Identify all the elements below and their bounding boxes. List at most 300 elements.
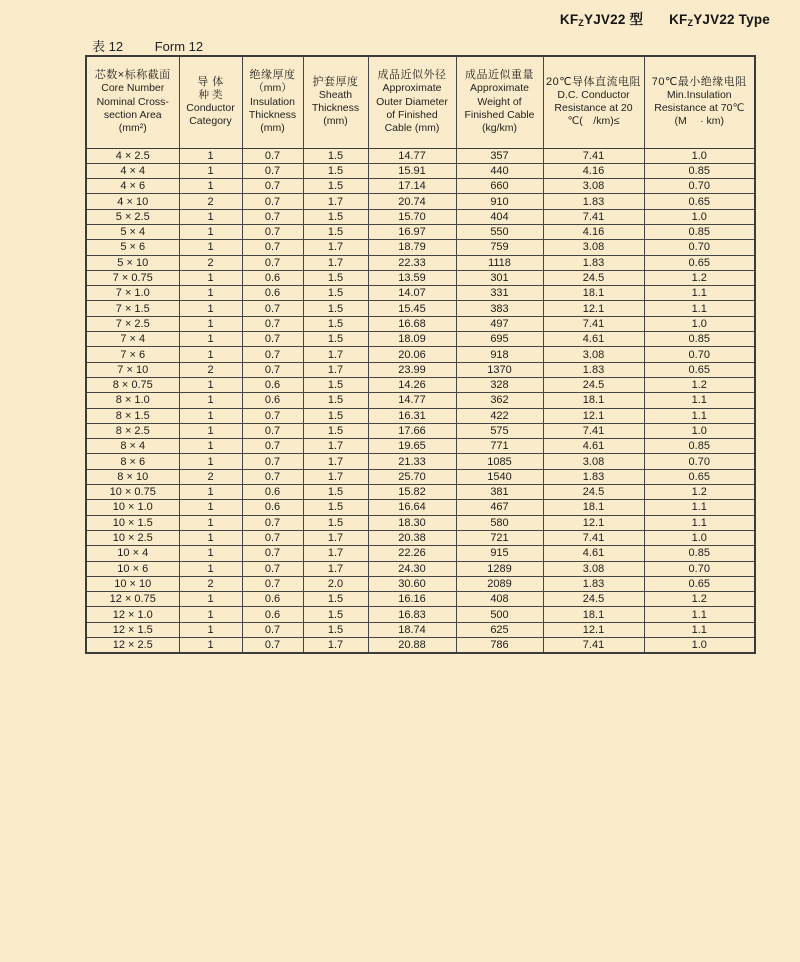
cell: 1.5 bbox=[303, 607, 368, 622]
cell: 1 bbox=[179, 638, 242, 653]
column-header-line: Approximate bbox=[382, 82, 442, 95]
cell: 0.70 bbox=[644, 347, 755, 362]
cell: 918 bbox=[456, 347, 543, 362]
cell: 16.31 bbox=[368, 408, 456, 423]
cell: 0.6 bbox=[242, 270, 303, 285]
cell: 1.1 bbox=[644, 408, 755, 423]
cell: 18.1 bbox=[543, 286, 644, 301]
cell: 0.70 bbox=[644, 179, 755, 194]
cell: 7 × 1.5 bbox=[86, 301, 179, 316]
cell: 1.0 bbox=[644, 423, 755, 438]
cell: 0.7 bbox=[242, 301, 303, 316]
cell: 1 bbox=[179, 270, 242, 285]
cell: 660 bbox=[456, 179, 543, 194]
table-row bbox=[86, 163, 755, 178]
cell: 1.1 bbox=[644, 500, 755, 515]
cell: 1.1 bbox=[644, 515, 755, 530]
cell: 771 bbox=[456, 439, 543, 454]
table-row bbox=[86, 500, 755, 515]
cell: 3.08 bbox=[543, 347, 644, 362]
cell: 580 bbox=[456, 515, 543, 530]
cell: 1.2 bbox=[644, 485, 755, 500]
table-row bbox=[86, 561, 755, 576]
cell: 1.0 bbox=[644, 148, 755, 163]
cell: 0.7 bbox=[242, 546, 303, 561]
cell: 1 bbox=[179, 408, 242, 423]
cell: 8 × 4 bbox=[86, 439, 179, 454]
cell: 7.41 bbox=[543, 209, 644, 224]
table-row bbox=[86, 148, 755, 163]
spec-table bbox=[85, 55, 756, 654]
cell: 24.5 bbox=[543, 377, 644, 392]
cell: 12.1 bbox=[543, 622, 644, 637]
cell: 1.5 bbox=[303, 316, 368, 331]
cell: 500 bbox=[456, 607, 543, 622]
cell: 1.2 bbox=[644, 270, 755, 285]
cell: 0.7 bbox=[242, 209, 303, 224]
table-row bbox=[86, 439, 755, 454]
cell: 8 × 1.0 bbox=[86, 393, 179, 408]
table-row bbox=[86, 286, 755, 301]
cell: 4.61 bbox=[543, 332, 644, 347]
column-header-line: Thickness bbox=[311, 102, 360, 115]
cell: 4 × 2.5 bbox=[86, 148, 179, 163]
cell: 7.41 bbox=[543, 148, 644, 163]
cell: 8 × 2.5 bbox=[86, 423, 179, 438]
table-row bbox=[86, 362, 755, 377]
cell: 5 × 6 bbox=[86, 240, 179, 255]
cell: 0.7 bbox=[242, 224, 303, 239]
cell: 1085 bbox=[456, 454, 543, 469]
cell: 18.1 bbox=[543, 393, 644, 408]
cell: 18.79 bbox=[368, 240, 456, 255]
cell: 18.09 bbox=[368, 332, 456, 347]
cell: 4 × 6 bbox=[86, 179, 179, 194]
cell: 16.16 bbox=[368, 592, 456, 607]
cell: 1.5 bbox=[303, 485, 368, 500]
table-row bbox=[86, 270, 755, 285]
table-row bbox=[86, 638, 755, 653]
cell: 1.7 bbox=[303, 469, 368, 484]
table-row bbox=[86, 377, 755, 392]
cell: 0.7 bbox=[242, 515, 303, 530]
table-row bbox=[86, 316, 755, 331]
cell: 0.7 bbox=[242, 148, 303, 163]
cell: 0.6 bbox=[242, 500, 303, 515]
cell: 4 × 10 bbox=[86, 194, 179, 209]
cell: 3.08 bbox=[543, 240, 644, 255]
table-row bbox=[86, 592, 755, 607]
cell: 7 × 4 bbox=[86, 332, 179, 347]
cell: 0.7 bbox=[242, 316, 303, 331]
cell: 1.1 bbox=[644, 286, 755, 301]
cell: 910 bbox=[456, 194, 543, 209]
cell: 2 bbox=[179, 194, 242, 209]
cell: 1.7 bbox=[303, 546, 368, 561]
column-header-6 bbox=[543, 56, 644, 148]
cell: 1.5 bbox=[303, 148, 368, 163]
cell: 0.6 bbox=[242, 607, 303, 622]
cell: 7 × 2.5 bbox=[86, 316, 179, 331]
cell: 0.7 bbox=[242, 240, 303, 255]
cell: 13.59 bbox=[368, 270, 456, 285]
table-row bbox=[86, 576, 755, 591]
table-caption bbox=[92, 36, 203, 55]
cell: 497 bbox=[456, 316, 543, 331]
cell: 0.7 bbox=[242, 255, 303, 270]
table-row bbox=[86, 485, 755, 500]
cell: 1540 bbox=[456, 469, 543, 484]
cell: 0.65 bbox=[644, 255, 755, 270]
column-header-line: Outer Diameter bbox=[376, 95, 448, 108]
cell: 14.77 bbox=[368, 393, 456, 408]
column-header-line: （mm） bbox=[253, 82, 292, 95]
cell: 0.7 bbox=[242, 561, 303, 576]
column-header-line: 芯数×标称截面 bbox=[94, 69, 171, 82]
cell: 1.0 bbox=[644, 530, 755, 545]
cell: 0.65 bbox=[644, 194, 755, 209]
column-header-line: Weight of bbox=[477, 95, 522, 108]
column-header-line: 绝缘厚度 bbox=[249, 69, 296, 82]
column-header-line: Category bbox=[189, 115, 232, 128]
cell: 625 bbox=[456, 622, 543, 637]
table-row bbox=[86, 423, 755, 438]
column-header-line: 种 类 bbox=[198, 89, 223, 102]
cell: 1.5 bbox=[303, 592, 368, 607]
cell: 2 bbox=[179, 469, 242, 484]
column-header-line: Core Number bbox=[101, 82, 165, 95]
table-row bbox=[86, 408, 755, 423]
cell: 12 × 2.5 bbox=[86, 638, 179, 653]
column-header-line: Insulation bbox=[250, 95, 295, 108]
cell: 10 × 1.5 bbox=[86, 515, 179, 530]
cell: 1.1 bbox=[644, 607, 755, 622]
cell: 4.61 bbox=[543, 439, 644, 454]
cell: 24.5 bbox=[543, 592, 644, 607]
column-header-line: 导 体 bbox=[197, 75, 224, 88]
cell: 7 × 1.0 bbox=[86, 286, 179, 301]
cell: 3.08 bbox=[543, 561, 644, 576]
cell: 24.5 bbox=[543, 485, 644, 500]
cell: 1.83 bbox=[543, 469, 644, 484]
cell: 1 bbox=[179, 377, 242, 392]
cell: 1.7 bbox=[303, 439, 368, 454]
cell: 1 bbox=[179, 454, 242, 469]
cell: 8 × 6 bbox=[86, 454, 179, 469]
cell: 15.45 bbox=[368, 301, 456, 316]
header-row bbox=[86, 56, 755, 148]
cell: 422 bbox=[456, 408, 543, 423]
cell: 7.41 bbox=[543, 530, 644, 545]
table-row bbox=[86, 530, 755, 545]
cell: 0.85 bbox=[644, 546, 755, 561]
cell: 1.0 bbox=[644, 316, 755, 331]
cell: 721 bbox=[456, 530, 543, 545]
column-header-line: (mm) bbox=[323, 115, 348, 128]
cell: 331 bbox=[456, 286, 543, 301]
table-row bbox=[86, 332, 755, 347]
table-row bbox=[86, 393, 755, 408]
cell: 1.83 bbox=[543, 576, 644, 591]
cell: 14.77 bbox=[368, 148, 456, 163]
cell: 1.7 bbox=[303, 362, 368, 377]
cell: 1 bbox=[179, 485, 242, 500]
cell: 1.83 bbox=[543, 255, 644, 270]
cell: 1 bbox=[179, 530, 242, 545]
cell: 7.41 bbox=[543, 423, 644, 438]
cell: 0.70 bbox=[644, 240, 755, 255]
cell: 1 bbox=[179, 316, 242, 331]
cell: 1.1 bbox=[644, 301, 755, 316]
cell: 16.68 bbox=[368, 316, 456, 331]
cell: 381 bbox=[456, 485, 543, 500]
cell: 2.0 bbox=[303, 576, 368, 591]
cell: 15.82 bbox=[368, 485, 456, 500]
table-row bbox=[86, 194, 755, 209]
cell: 15.70 bbox=[368, 209, 456, 224]
cell: 0.7 bbox=[242, 423, 303, 438]
cell: 7.41 bbox=[543, 638, 644, 653]
column-header-line: Cable (mm) bbox=[384, 122, 440, 135]
cell: 2 bbox=[179, 576, 242, 591]
cell: 1 bbox=[179, 423, 242, 438]
table-body bbox=[86, 148, 755, 653]
cell: 0.7 bbox=[242, 576, 303, 591]
cell: 1.5 bbox=[303, 332, 368, 347]
cell: 12 × 0.75 bbox=[86, 592, 179, 607]
table-row bbox=[86, 454, 755, 469]
table-row bbox=[86, 546, 755, 561]
column-header-1 bbox=[179, 56, 242, 148]
column-header-0 bbox=[86, 56, 179, 148]
cell: 362 bbox=[456, 393, 543, 408]
cell: 1 bbox=[179, 500, 242, 515]
cell: 1 bbox=[179, 301, 242, 316]
cell: 16.97 bbox=[368, 224, 456, 239]
cell: 0.85 bbox=[644, 163, 755, 178]
table-caption-en: Form 12 bbox=[154, 39, 204, 54]
cell: 23.99 bbox=[368, 362, 456, 377]
column-header-line: Approximate bbox=[470, 82, 529, 95]
cell: 1 bbox=[179, 607, 242, 622]
cell: 0.65 bbox=[644, 576, 755, 591]
table-row bbox=[86, 347, 755, 362]
cell: 0.6 bbox=[242, 485, 303, 500]
cell: 0.7 bbox=[242, 347, 303, 362]
cell: 8 × 10 bbox=[86, 469, 179, 484]
cell: 1.5 bbox=[303, 270, 368, 285]
cell: 1.2 bbox=[644, 592, 755, 607]
cell: 1.2 bbox=[644, 377, 755, 392]
page-type-label bbox=[560, 8, 770, 28]
cell: 1.7 bbox=[303, 561, 368, 576]
cell: 4.16 bbox=[543, 163, 644, 178]
cell: 1.0 bbox=[644, 638, 755, 653]
column-header-line: Conductor bbox=[186, 102, 235, 115]
cell: 1 bbox=[179, 561, 242, 576]
cell: 4.61 bbox=[543, 546, 644, 561]
cell: 1289 bbox=[456, 561, 543, 576]
cell: 1.5 bbox=[303, 500, 368, 515]
cell: 4.16 bbox=[543, 224, 644, 239]
cell: 1 bbox=[179, 439, 242, 454]
table-row bbox=[86, 179, 755, 194]
table-row bbox=[86, 469, 755, 484]
type-label-en: $KF_ZYJV22$ Type bbox=[669, 12, 770, 28]
cell: 8 × 1.5 bbox=[86, 408, 179, 423]
cell: 22.26 bbox=[368, 546, 456, 561]
cell: 12.1 bbox=[543, 408, 644, 423]
cell: 5 × 2.5 bbox=[86, 209, 179, 224]
cell: 3.08 bbox=[543, 454, 644, 469]
cell: 1 bbox=[179, 592, 242, 607]
cell: 1.5 bbox=[303, 209, 368, 224]
cell: 8 × 0.75 bbox=[86, 377, 179, 392]
cell: 7 × 0.75 bbox=[86, 270, 179, 285]
table-row bbox=[86, 622, 755, 637]
cell: 0.7 bbox=[242, 179, 303, 194]
table-row bbox=[86, 515, 755, 530]
cell: 0.7 bbox=[242, 454, 303, 469]
cell: 12 × 1.0 bbox=[86, 607, 179, 622]
cell: 1118 bbox=[456, 255, 543, 270]
cell: 18.74 bbox=[368, 622, 456, 637]
cell: 1.5 bbox=[303, 408, 368, 423]
cell: 1.1 bbox=[644, 393, 755, 408]
cell: 1 bbox=[179, 546, 242, 561]
cell: 0.70 bbox=[644, 561, 755, 576]
cell: 0.85 bbox=[644, 332, 755, 347]
cell: 1 bbox=[179, 224, 242, 239]
cell: 0.65 bbox=[644, 362, 755, 377]
cell: 20.38 bbox=[368, 530, 456, 545]
cell: 1.83 bbox=[543, 362, 644, 377]
table-row bbox=[86, 607, 755, 622]
cell: 20.06 bbox=[368, 347, 456, 362]
column-header-line: Thickness bbox=[248, 108, 297, 121]
table-row bbox=[86, 301, 755, 316]
cell: 1 bbox=[179, 332, 242, 347]
cell: 1.7 bbox=[303, 454, 368, 469]
cell: 20.88 bbox=[368, 638, 456, 653]
column-header-line: (mm²) bbox=[118, 122, 147, 135]
cell: 408 bbox=[456, 592, 543, 607]
column-header-line: Nominal Cross- bbox=[96, 95, 169, 108]
table-row bbox=[86, 240, 755, 255]
cell: 12.1 bbox=[543, 515, 644, 530]
column-header-line: 成品近似重量 bbox=[465, 69, 534, 82]
cell: 404 bbox=[456, 209, 543, 224]
cell: 10 × 2.5 bbox=[86, 530, 179, 545]
cell: 1 bbox=[179, 515, 242, 530]
cell: 0.70 bbox=[644, 454, 755, 469]
column-header-line: Sheath bbox=[318, 89, 353, 102]
cell: 1.5 bbox=[303, 224, 368, 239]
cell: 1.83 bbox=[543, 194, 644, 209]
cell: 0.7 bbox=[242, 332, 303, 347]
cell: 1 bbox=[179, 163, 242, 178]
cell: 10 × 1.0 bbox=[86, 500, 179, 515]
cell: 18.30 bbox=[368, 515, 456, 530]
cell: 1 bbox=[179, 209, 242, 224]
cell: 0.7 bbox=[242, 163, 303, 178]
cell: 0.85 bbox=[644, 224, 755, 239]
column-header-line: Finished Cable bbox=[464, 108, 535, 121]
cell: 24.5 bbox=[543, 270, 644, 285]
cell: 550 bbox=[456, 224, 543, 239]
cell: 1.5 bbox=[303, 393, 368, 408]
cell: 0.7 bbox=[242, 408, 303, 423]
cell: 5 × 10 bbox=[86, 255, 179, 270]
cell: 20.74 bbox=[368, 194, 456, 209]
cell: 30.60 bbox=[368, 576, 456, 591]
cell: 695 bbox=[456, 332, 543, 347]
cell: 1 bbox=[179, 148, 242, 163]
cell: 1.5 bbox=[303, 515, 368, 530]
cell: 1.5 bbox=[303, 163, 368, 178]
cell: 0.65 bbox=[644, 469, 755, 484]
cell: 467 bbox=[456, 500, 543, 515]
cell: 12 × 1.5 bbox=[86, 622, 179, 637]
cell: 1.7 bbox=[303, 638, 368, 653]
cell: 1.5 bbox=[303, 423, 368, 438]
cell: 7 × 10 bbox=[86, 362, 179, 377]
cell: 759 bbox=[456, 240, 543, 255]
cell: 7 × 6 bbox=[86, 347, 179, 362]
cell: 16.64 bbox=[368, 500, 456, 515]
cell: 16.83 bbox=[368, 607, 456, 622]
cell: 25.70 bbox=[368, 469, 456, 484]
cell: 1 bbox=[179, 179, 242, 194]
cell: 0.6 bbox=[242, 393, 303, 408]
cell: 0.7 bbox=[242, 469, 303, 484]
cell: 0.7 bbox=[242, 530, 303, 545]
cell: 5 × 4 bbox=[86, 224, 179, 239]
cell: 2 bbox=[179, 255, 242, 270]
table-caption-cn: 表 12 bbox=[92, 39, 124, 54]
type-label-cn: $KF_ZYJV22$ 型 bbox=[559, 12, 644, 28]
column-header-line: of Finished bbox=[386, 108, 438, 121]
cell: 1.7 bbox=[303, 347, 368, 362]
column-header-line: 20℃导体直流电阻 bbox=[545, 75, 642, 88]
column-header-line: Resistance at 70℃ bbox=[654, 102, 745, 115]
cell: 328 bbox=[456, 377, 543, 392]
cell: 1 bbox=[179, 622, 242, 637]
cell: 14.07 bbox=[368, 286, 456, 301]
cell: 1.5 bbox=[303, 286, 368, 301]
cell: 10 × 6 bbox=[86, 561, 179, 576]
cell: 15.91 bbox=[368, 163, 456, 178]
column-header-line: 护套厚度 bbox=[312, 75, 359, 88]
cell: 357 bbox=[456, 148, 543, 163]
cell: 1.1 bbox=[644, 622, 755, 637]
cell: 1.7 bbox=[303, 194, 368, 209]
cell: 18.1 bbox=[543, 500, 644, 515]
column-header-line: Min.Insulation bbox=[666, 89, 732, 102]
cell: 22.33 bbox=[368, 255, 456, 270]
column-header-line: (mm) bbox=[260, 122, 285, 135]
cell: 12.1 bbox=[543, 301, 644, 316]
column-header-line: Resistance at 20 bbox=[554, 102, 633, 115]
cell: 1.5 bbox=[303, 301, 368, 316]
cell: 1.7 bbox=[303, 530, 368, 545]
table-row bbox=[86, 209, 755, 224]
cell: 17.66 bbox=[368, 423, 456, 438]
cell: 3.08 bbox=[543, 179, 644, 194]
cell: 1.0 bbox=[644, 209, 755, 224]
cell: 0.6 bbox=[242, 592, 303, 607]
cell: 1 bbox=[179, 240, 242, 255]
